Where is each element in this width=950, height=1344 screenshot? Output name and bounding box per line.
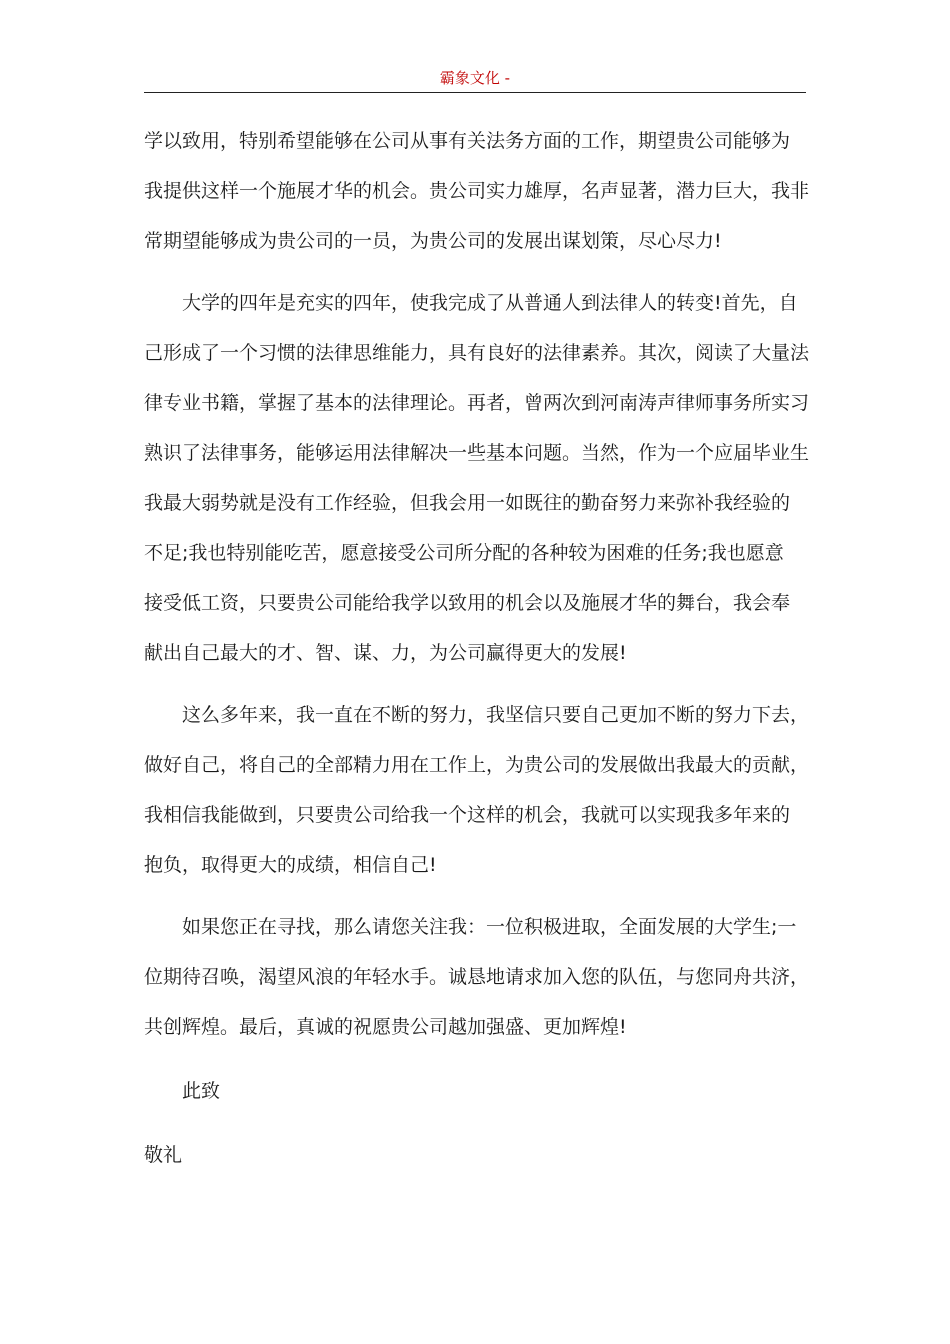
- text-line: 熟识了法律事务，能够运用法律解决一些基本问题。当然，作为一个应届毕业生: [144, 442, 810, 464]
- paragraph-3: [144, 690, 810, 890]
- paragraph-4: [144, 902, 810, 1052]
- text-line: 接受低工资，只要贵公司能给我学以致用的机会以及施展才华的舞台，我会奉: [144, 592, 791, 614]
- text-line: 做好自己，将自己的全部精力用在工作上，为贵公司的发展做出我最大的贡献，: [144, 754, 810, 776]
- page-header: [144, 66, 806, 93]
- header-title: 霸象文化 -: [439, 69, 511, 87]
- text-line: 这么多年来，我一直在不断的努力，我坚信只要自己更加不断的努力下去，: [182, 704, 810, 726]
- text-line: 律专业书籍，掌握了基本的法律理论。再者，曾两次到河南涛声律师事务所实习: [144, 392, 810, 414]
- text-line: 抱负，取得更大的成绩，相信自己!: [144, 854, 437, 876]
- letter-body: [144, 116, 810, 1180]
- text-line: 我最大弱势就是没有工作经验，但我会用一如既往的勤奋努力来弥补我经验的: [144, 492, 791, 514]
- text-line: 大学的四年是充实的四年，使我完成了从普通人到法律人的转变!首先，自: [182, 292, 798, 314]
- paragraph-gap: [144, 678, 799, 690]
- text-line: 学以致用，特别希望能够在公司从事有关法务方面的工作，期望贵公司能够为: [144, 130, 791, 152]
- paragraph-gap: [144, 266, 799, 278]
- paragraph-gap: [144, 890, 799, 902]
- closing-salutation: 此致: [182, 1080, 221, 1102]
- text-line: 我相信我能做到，只要贵公司给我一个这样的机会，我就可以实现我多年来的: [144, 804, 791, 826]
- text-line: 常期望能够成为贵公司的一员，为贵公司的发展出谋划策，尽心尽力!: [144, 230, 722, 252]
- paragraph-gap: [144, 1052, 799, 1066]
- text-line: 不足;我也特别能吃苦，愿意接受公司所分配的各种较为困难的任务;我也愿意: [144, 542, 784, 564]
- paragraph-1: [144, 116, 810, 266]
- paragraph-gap: [144, 1116, 799, 1130]
- text-line: 共创辉煌。最后，真诚的祝愿贵公司越加强盛、更加辉煌!: [144, 1016, 627, 1038]
- text-line: 位期待召唤，渴望风浪的年轻水手。诚恳地请求加入您的队伍，与您同舟共济，: [144, 966, 810, 988]
- text-line: 我提供这样一个施展才华的机会。贵公司实力雄厚，名声显著，潜力巨大，我非: [144, 180, 810, 202]
- text-line: 如果您正在寻找，那么请您关注我：一位积极进取，全面发展的大学生;一: [182, 916, 797, 938]
- text-line: 献出自己最大的才、智、谋、力，为公司赢得更大的发展!: [144, 642, 627, 664]
- closing-regards: 敬礼: [144, 1144, 183, 1166]
- text-line: 己形成了一个习惯的法律思维能力，具有良好的法律素养。其次，阅读了大量法: [144, 342, 810, 364]
- paragraph-2: [144, 278, 810, 678]
